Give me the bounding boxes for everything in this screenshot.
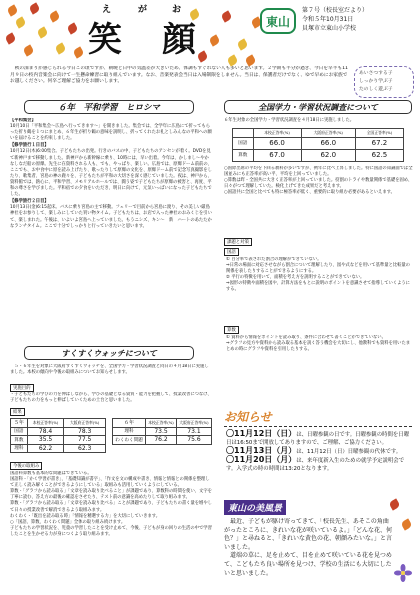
task-item-2: ⇒日常の場面に対応させながら割合について理解したり、図や式などを用いて基準量と比較量の関係を表したりすることができるようにする。 [226,263,410,275]
column-section [222,500,414,592]
grade6-table [112,418,212,445]
slogan-line-3: たのしく遊ぶ子 [359,87,393,92]
school-logo-text: 東山 [265,14,290,29]
table-row [233,149,404,161]
column-text: 最近、子どもが駆け寄ってきて、「校長先生、あそこの角曲がったところに、きれいな花が咲いているよ。」「どんな花、何色？」と尋ねると、「きれいな黄色の花、朝顔みたいな。」と言いました。 道端の草に、足を止めて、目を止めて咲いている花を見つめて、こどもたち良い場所を見つけ、学校の生活にも大切にしたいと思いました。 [224,518,393,577]
trip-text-2: 10月12日(木)6:00集合。子どもたちの出発。行きのバスの中、子どもたちのアンセンが着く。DVDを見て新神戸まで移動しました。新神戸から新幹線に乗り、10時には、早い出着。今年は、かしまし～やかなしなだ船の原爆。先生に在資料される人も、でも、やっぱり、楽しい。広島では、原爆ドーム前前の、ここでも、お中食中に原を読み上げたり、歌ったりして原爆の文化を、原爆ドーム前で記念写真撮影をしたり、歌集者、宮島の神の鹿々を、子どもたちが平和の大切さを深く感じていました。夜は、神戸から、資料館では、熱心に、平和学習、メモリアルホールでは、闘う姿で子どもたちが原爆の被害と、再度、平和の尊さを学びました。平和宿での夕食をいただき、明日に向けて、元気いっぱいになった子どもたちでした。 [10,149,212,198]
survey-math-label: 算数 [224,326,239,334]
trip-title: ６年 平和学習 ヒロシマ [57,103,160,113]
masthead [88,0,198,60]
survey-bullet-1: ○国際出席の平均を下回る教科が多いですが、例年に比べ上昇しました。特に国語の知識面では全国並みにも正答率が高い平、平均を上回っていました。 [224,166,413,178]
grade6-header-row [113,419,212,428]
newsletter-title: 笑 顔 [88,20,199,60]
survey-tasks-label: 課題と対策 [224,238,252,246]
survey-bullet-2: ○算数は昨・全国共に大きく正答率が上回っていました。役割のトライや数量関係で基礎を固め、日々がつて理解していた。検化上げてきた成果だと考えます。 [224,178,413,190]
notice-item-1 [226,430,412,447]
grade6-osaka-1: 73.1 [176,427,211,436]
survey-osaka-1: 66.0 [301,137,355,149]
notice-section [222,408,414,498]
survey-school-1: 66.0 [253,137,301,149]
survey-title: 全国学力・学習状況調査について [258,102,378,112]
notice-date-2: 〇11月13日（月） [226,446,297,455]
notice-title: お知らせ [224,410,272,424]
table-row [113,436,212,445]
grade5-grade-label: ５年 [11,419,28,428]
survey-title-box [224,100,412,114]
wakuwaku-section [8,346,214,592]
math-item-2: ⇒グラフの見方や資料から読み取る基本を説く答う機会を大切にし、他教科でも資料を用いたまとめの時にグラフや資料を引用したりする。 [226,341,411,353]
wakuwaku-purpose-label: 実施目的 [10,384,34,392]
grade5-school-1: 78.4 [27,427,64,436]
grade6-header-osaka: 大阪府正答率(%) [176,419,211,428]
grade5-school-3: 62.2 [27,444,64,453]
grade6-subject-2: わくわく問題 [113,436,146,445]
survey-national-2: 62.5 [355,149,403,161]
survey-bullet-3: ○国語共に全国と比べても特に極答率が低く、重要的に取り組む必要があるといえます。 [224,190,395,196]
wakuwaku-results-label: 結果 [10,408,25,416]
survey-subject-2: 算数 [233,149,254,161]
grade6-school-1: 73.5 [146,427,177,436]
notice-text-1: は、日曜参観の日です。日曜参観の時間を日曜日は16:50まで開放してありますので、ご理解、ご協力ください。 [226,432,410,446]
future-item-5: わくわく・「既出を読み取る時」「情報を精選する力」を大切にしていきます。 [10,513,161,519]
trip-heading-2: 【修学旅行１日目】 [10,143,49,149]
trip-body [10,118,212,340]
trip-title-box [24,100,194,114]
grade5-subject-1: 国語 [11,427,28,436]
survey-school-2: 67.0 [253,149,301,161]
survey-header-blank [233,129,254,138]
table-row [11,427,106,436]
table-row [233,137,404,149]
grade5-subject-2: 算数 [11,436,28,445]
slogan-box [354,66,414,98]
grade6-school-2: 76.2 [146,436,177,445]
title-ruby-3: お [172,5,182,15]
survey-osaka-2: 62.0 [301,149,355,161]
survey-subject-1: 国語 [233,137,254,149]
trip-section [8,100,214,342]
task-item-4: ⇒図形の特徴や面積を図や、計算方法をもとに説明のポイントを意識させて指導していくようにする。 [226,281,410,293]
grade5-osaka-2: 77.5 [64,436,106,445]
notice-list [226,430,412,473]
survey-header-osaka: 大阪府正答率(%) [301,129,355,138]
future-item-2: 国語科・「かく学習が書き」、「基礎知識が書字」、「作文を文の構成や書き、情報と情報との関係を整理して正しく読み解くことができるようにしている」取組みも活用していくようにしている。 [10,477,210,489]
survey-intro: ６年生対象の全国学力・学習状況調査を４月18日に実施しました。 [224,118,355,123]
survey-tasks-list [226,257,412,325]
wakuwaku-future-list [10,471,212,589]
notice-text-2: は、11月12日（日）日曜参観の代休です。 [296,449,402,455]
issue-date: 令和５年10月31日 [302,16,354,23]
table-row [11,436,106,445]
issue-number: 第７号（校長室だより） [302,7,369,14]
survey-section [222,100,414,402]
intro-paragraph: 秋の深まりが感じられる今日この頃ですが、朝晩と日中の気温差が大きいため、体調もすぐれない人も多いと思います。２学期も半分が過ぎ、今日を早半も11月９日の校内音楽会に向けて一生懸命練習に取り組んでいます。なお、音楽発表会当日は入場制限をしません。当日は、保護者だけでなく、ゆで早めにお家族でお越しください。何卒ご理解ご協力をお願いします。 [10,66,349,85]
future-item-4: 算数・「グラフから読み取る」「文章を読み取り比べる」ことが課題であり、子どもたちの書く量を増やして日々の授業改善で解消できるよう取組みます。 [10,501,212,513]
task-item-1: ① 百分率で表された割合の理解ができていない。 [226,257,322,262]
table-row [11,444,106,453]
slogan-line-2: しっかり学ぶ子 [359,79,393,84]
grade5-osaka-3: 62.3 [64,444,106,453]
notice-date-1: 〇11月12日（日） [226,429,297,438]
slogan-line-1: あいさつする子 [359,71,393,76]
survey-national-1: 67.2 [355,137,403,149]
grade5-school-2: 35.5 [27,436,64,445]
grade6-osaka-2: 75.6 [176,436,211,445]
notice-text-3: は、来年度新入生のための就学予定説明会です。入学式の時の時間は13:20となります。 [226,458,405,472]
wakuwaku-title: すくすくウォッチについて [61,348,157,358]
column-title: 東山の美風景 [224,500,286,515]
wakuwaku-title-box [24,346,194,360]
grade5-header-row [11,419,106,428]
grade6-grade-label: ６年 [113,419,146,428]
grade5-header-osaka: 大阪府正答率(%) [64,419,106,428]
wakuwaku-purpose-text: ・子どもたちの学びの力を伸ばしながら、学びの基礎となる資質・能力を把握して、授業改善につなげ、子どもたちの力をもっと伸ばしていくための土台と思いました。 [10,392,212,404]
survey-tasks-japanese-label: 国語 [224,248,239,256]
grade6-subject-1: 理科 [113,427,146,436]
grade5-header-school: 本校正答率(%) [27,419,64,428]
title-ruby-2: が [138,5,148,15]
trip-text-1: 10月10日「平和集会～広島へ行ってきます～」を開きました。集会では、全学年に広島にて折ってもらった折り鶴を１つにまとめ、６年生が折り鶴の意味を説明し、折ってくれたお礼としみんなの平和への願いを届けることを約束しました。 [10,124,212,142]
school-name: 貝塚市立東山小学校 [302,25,357,32]
notice-item-3 [226,456,412,473]
task-item-3: ② 平行の特徴を用いて、面積を考え方を説明することができていない。 [226,275,365,281]
future-item-1: 国語科算数も基本的な問題はできている。 [10,471,92,476]
title-ruby-1: え [102,5,112,15]
table-row [113,427,212,436]
future-item-6: ○「国語、算数、わくわく問題」全体の取り組み続けます。 [10,519,126,525]
survey-header-national: 全国正答率(%) [355,129,403,138]
flower-icon [394,564,412,582]
future-item-3: 算数・「グラフから読み取る」「文章を読み取り比べること」が課題であり、算数科の時間を使い、文字を丁寧に読む、答え方の最後の確認をさせたり、テスト前の意識を高めたりして取り組みます。 [10,489,212,501]
wakuwaku-intro: ５・６年生を対象に大阪府すくすくウォッチを、全国学力・学習状況調査と同日の４月18日に実施しました。本校の傾向や今後の取組みについてお知らせします。 [10,364,209,376]
wakuwaku-future-label: 今後の取組み [10,462,42,470]
notice-date-3: 〇11月20日（月） [226,455,297,464]
grade6-header-school: 本校正答率(%) [146,419,177,428]
trip-heading-1: 【平和集会】 [10,118,36,123]
grade5-osaka-1: 78.3 [64,427,106,436]
survey-table [232,128,404,162]
survey-bullets [224,166,414,246]
issue-info [302,6,414,33]
survey-math-list [226,335,412,387]
math-item-1: ① 資料から情報をポイントを読み取り、条件に合わせて書くことができていない。 [226,335,386,340]
notice-divider [224,426,412,427]
grade5-table [10,418,106,453]
trip-text-3: 10月13日(金)6:15起床。バスに乗り宮島の主で移動。フェリーで目前から宮島に渡り、その美しい厳島神社をお参りして、楽しみにしていた買い物タイム。子どもたちは、お店で入った神社のおみくじを引いて、楽しまれた。午後は、いよいよ宮島へ上っていました。もうニシズ、キン～ 新 ハートのあたたかなランチタイム。ここで十分でしっかりと行っていきたいと思います。 [10,205,212,229]
trip-heading-3: 【修学旅行２日目】 [10,199,49,205]
survey-header-school: 本校正答率(%) [253,129,301,138]
survey-header-row [233,129,404,138]
future-item-7: 子どもたちの学習状況を、児童の学習したことを受け止めて、今後、子どもが身の回りの生活の中で学習したことを生かせる力が身につくよう取り組みます。 [10,525,212,537]
school-logo [260,8,296,34]
grade5-subject-3: 理科 [11,444,28,453]
